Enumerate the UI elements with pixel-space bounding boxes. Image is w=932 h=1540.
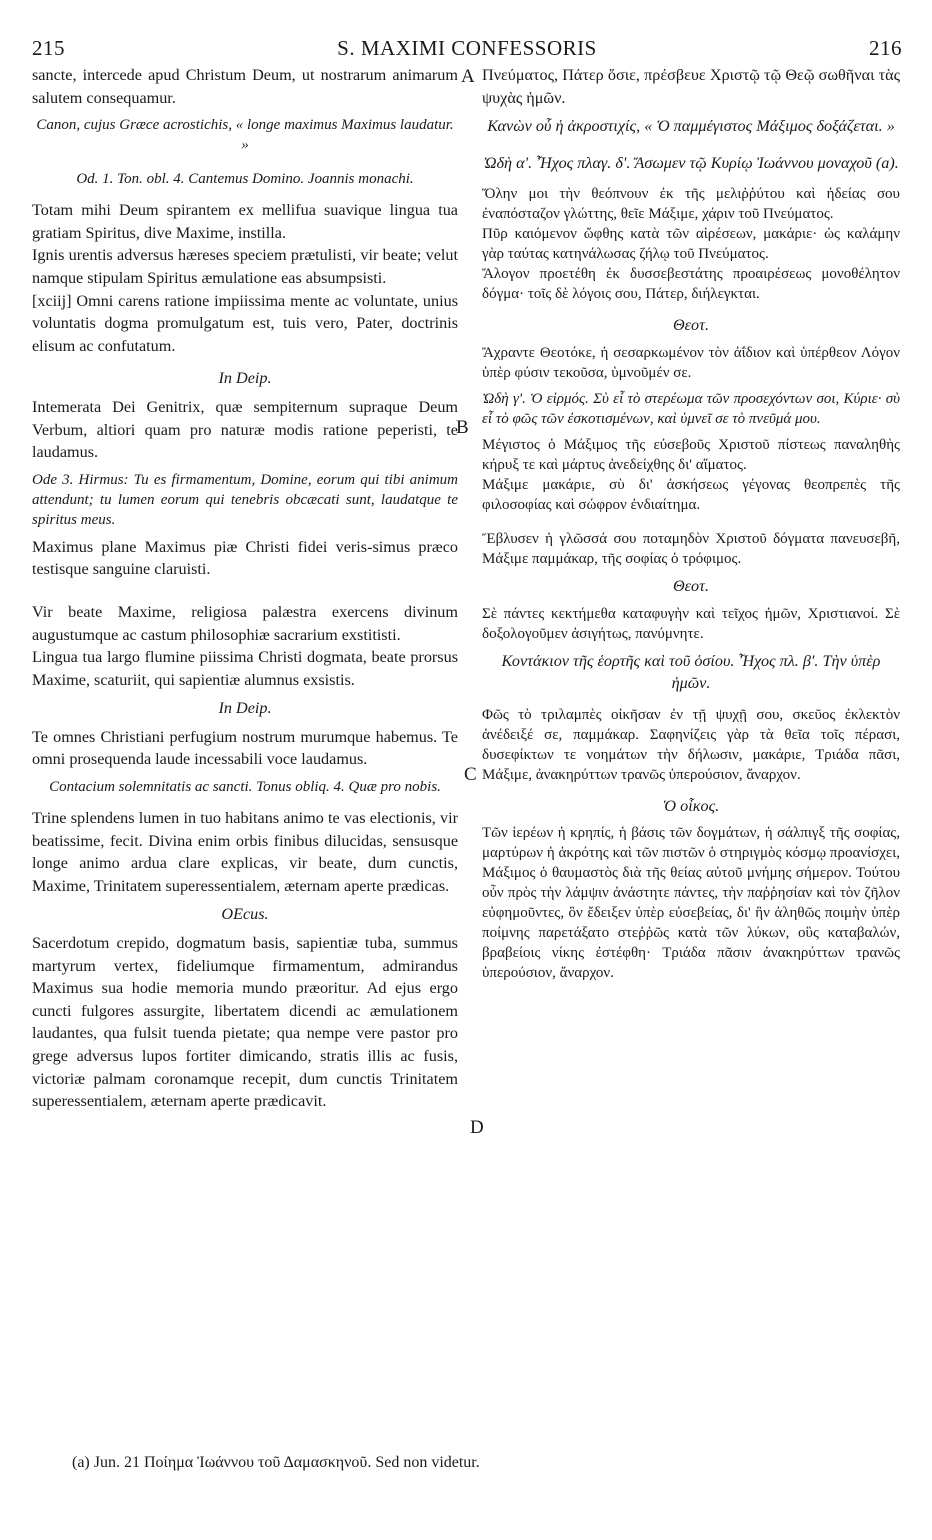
column-marker-a: A <box>461 66 475 87</box>
latin-canon-heading: Canon, cujus Græce acrostichis, « longe maximus Maximus laudatur. » <box>36 117 454 154</box>
page-number-right: 216 <box>869 36 902 60</box>
latin-ode-heading: Od. 1. Ton. obl. 4. Cantemus Domino. Joannis monachi. <box>76 171 414 188</box>
latin-paragraph: [xciij] Omni carens ratione impiissima mente ac voluntate, unius voluntatis dogma promulgatum est, tuis vero, Pater, doctrinis elisum ac confutatum. <box>32 291 458 355</box>
greek-canon-heading: Κανὼν οὗ ἡ ἀκροστιχίς, « Ὁ παμμέγιστος Μάξιμος δοξάζεται. » <box>487 117 895 136</box>
latin-paragraph: Totam mihi Deum spirantem ex mellifua suavique lingua tua gratiam Spiritus, dive Maxime, instilla. <box>32 201 458 242</box>
greek-paragraph: Ἄχραντε Θεοτόκε, ἡ σεσαρκωμένον τὸν ἀΐδιον καὶ ὑπέρθεον Λόγον ὑπὲρ φύσιν τεκοῦσα, ὑμνοῦμέν σε. <box>482 344 900 381</box>
latin-paragraph: Lingua tua largo flumine piissima Christi dogmata, beate prorsus Maxime, scaturiit, qui sapientiæ alumnus exsistis. <box>32 648 458 689</box>
column-marker-d: D <box>470 1117 484 1138</box>
latin-paragraph: Intemerata Dei Genitrix, quæ sempiternum supraque Deum Verbum, altiori quam pro naturæ modis ratione peperisti, te laudamus. <box>32 397 458 462</box>
latin-section-heading: OEcus. <box>221 905 269 924</box>
latin-paragraph: Maximus plane Maximus piæ Christi fidei veris-simus præco testisque sanguine claruisti. <box>32 537 458 579</box>
greek-paragraph: Ὅλην μοι τὴν θεόπνουν ἐκ τῆς μελιῤῥύτου καὶ ἡδείας σου ἐναπόσταζον γλώττης, θεῖε Μάξιμε, χάριν τοῦ Πνεύματος. <box>482 186 900 223</box>
greek-paragraph: Πῦρ καιόμενον ὤφθης κατὰ τῶν αἱρέσεων, μακάριε· ὡς καλάμην γὰρ ταύτας κατηνάλωσας ζήλῳ τοῦ Πνεύματος. <box>482 226 900 263</box>
greek-kontakion-heading: Κοντάκιον τῆς ἑορτῆς καὶ τοῦ ὁσίου. Ἦχος πλ. β'. Τὴν ὑπὲρ ἡμῶν. <box>501 651 881 693</box>
greek-paragraph: Ἔβλυσεν ἡ γλῶσσά σου ποταμηδὸν Χριστοῦ δόγματα πανευσεβῆ, Μάξιμε παμμάκαρ, τῆς σοφίας ὁ τρόφιμος. <box>482 530 900 567</box>
latin-paragraph: Vir beate Maxime, religiosa palæstra exercens divinum augustumque ac castum philosophiæ sacrarium exstitisti. <box>32 602 458 644</box>
latin-column <box>32 64 458 1113</box>
greek-paragraph: Πνεύματος, Πάτερ ὅσιε, πρέσβευε Χριστῷ τῷ Θεῷ σωθῆναι τὰς ψυχὰς ἡμῶν. <box>482 66 900 107</box>
greek-paragraph: Ἄλογον προετέθη ἐκ δυσσεβεστάτης προαιρέσεως μονοθέλητον δόγμα· τοῖς δὲ λόγοις σου, Πάτερ, διήλεγκται. <box>482 266 900 303</box>
latin-paragraph: sancte, intercede apud Christum Deum, ut nostrarum animarum salutem consequamur. <box>32 66 458 107</box>
greek-paragraph: Τῶν ἱερέων ἡ κρηπίς, ἡ βάσις τῶν δογμάτων, ἡ σάλπιγξ τῆς σοφίας, μαρτύρων ἡ ἀκρότης καὶ τῶν πιστῶν ὁ στηριγμὸς κόσμῳ προανίσχει, Μάξιμος ὁ θαυμαστὸς διὰ τῆς θείας αὐτοῦ μνήμης σήμερον. Τούτου οὖν πρὸς τὴν λάμψιν ἀνάστητε πάντες, τὴν παῤῥησίαν καὶ τὸν ζῆλον εὐφημοῦντες, ὃν ἔδειξεν ὑπὲρ εὐσεβείας, δι' ἣν ἀληθῶς ποιμὴν ὑπὲρ ποίμνης παρετάξατο στεῤῥῶς κατὰ τῶν λύκων, οὓς καταβαλών, βραβείοις νίκης ἐστέφθη· Τριάδα πᾶσιν ἀνακηρύττων τρανῶς ὑπερούσιον, ἄναρχον. <box>482 825 900 982</box>
latin-contacium-heading: Contacium solemnitatis ac sancti. Tonus obliq. 4. Quæ pro nobis. <box>49 779 441 796</box>
latin-hirmus: Ode 3. Hirmus: Tu es firmamentum, Domine, eorum qui tibi animum attendunt; tu lumen eorum qui tenebris obcæcati sunt, laudatque te spiritus meus. <box>32 471 458 528</box>
latin-section-heading: In Deip. <box>218 369 272 388</box>
greek-ode-heading: Ὠδὴ α'. Ἦχος πλαγ. δ'. Ἄσωμεν τῷ Κυρίῳ Ἰωάννου μοναχοῦ (a). <box>483 153 899 172</box>
column-marker-c: C <box>464 764 477 785</box>
latin-paragraph: Te omnes Christiani perfugium nostrum murumque habemus. Te omni prosequenda laude incessabili voce laudamus. <box>32 727 458 769</box>
greek-paragraph: Φῶς τὸ τριλαμπὲς οἰκῆσαν ἐν τῇ ψυχῇ σου, σκεῦος ἐκλεκτὸν ἀνέδειξέ σε, παμμάκαρ. Σαφηνίζεις γὰρ τὰ θεῖα τοῖς πέρασι, δυσεφίκτων τε νοημάτων τὴν δήλωσιν, μακάριε, Τριάδα πᾶσι, Μάξιμε, ἀνακηρύττων τρανῶς ὑπερούσιον, ἄναρχον. <box>482 706 900 783</box>
greek-section-heading: Ὁ οἶκος. <box>662 796 720 815</box>
page-header <box>32 36 902 64</box>
greek-hirmus: Ὠδὴ γ'. Ὁ εἱρμός. Σὺ εἶ τὸ στερέωμα τῶν προσεχόντων σοι, Κύριε· σὺ εἶ τὸ φῶς τῶν ἐσκοτισμένων, καὶ ὑμνεῖ σε τὸ πνεῦμά μου. <box>482 390 900 427</box>
greek-section-heading: Θεοτ. <box>672 316 709 335</box>
greek-paragraph: Μάξιμε μακάριε, σὺ δι' ἀσκήσεως γέγονας θεοπρεπὲς τῆς φιλοσοφίας καὶ σώφρον ἐνδιαίτημα. <box>482 476 900 513</box>
greek-paragraph: Μέγιστος ὁ Μάξιμος τῆς εὐσεβοῦς Χριστοῦ πίστεως παναληθὴς κήρυξ τε καὶ μάρτυς ἀνεδείχθης δι' αἵματος. <box>482 436 900 473</box>
page-number-left: 215 <box>32 36 65 60</box>
running-title: S. MAXIMI CONFESSORIS <box>337 36 597 60</box>
latin-section-heading: In Deip. <box>218 699 272 718</box>
greek-column <box>482 64 900 983</box>
column-marker-b: B <box>456 417 469 438</box>
latin-paragraph: Sacerdotum crepido, dogmatum basis, sapientiæ tuba, summus martyrum vertex, fideliumque firmamentum, admirandus Maximus sua hodie memoria mundo præoritur. Ad ejus ergo cuncti fulgores assurgite, libertatem dicendi ac æmulationem laudantes, qua fulsit tuenda pietate; qua nempe vere pastor pro grege adversus lupos fortiter dimicando, stratis illis ac fusis, victoriæ palmam coronamque recepit, dum cunctis Trinitatem superessentialem, æternam aperte prædicavit. <box>32 934 458 1111</box>
greek-section-heading: Θεοτ. <box>672 576 709 595</box>
latin-paragraph: Ignis urentis adversus hæreses speciem prætulisti, vir beate; velut namque stipulam Spiritus æmulatione eas absumpsisti. <box>32 246 458 287</box>
latin-paragraph: Trine splendens lumen in tuo habitans animo te vas electionis, vir beatissime, fecit. Divina enim orbis finibus dilucidas, sensusque longe animo ardua clare explicas, vir beate, dum cunctis, Maxime, Trinitatem superessentialem, æternam aperte prædicas. <box>32 809 458 895</box>
footnote: (a) Jun. 21 Ποίημα Ἰωάννου τοῦ Δαμασκηνοῦ. Sed non videtur. <box>72 1454 480 1471</box>
greek-paragraph: Σὲ πάντες κεκτήμεθα καταφυγὴν καὶ τεῖχος ἡμῶν, Χριστιανοί. Σὲ δοξολογοῦμεν ἀσιγήτως, πανύμνητε. <box>482 605 900 642</box>
